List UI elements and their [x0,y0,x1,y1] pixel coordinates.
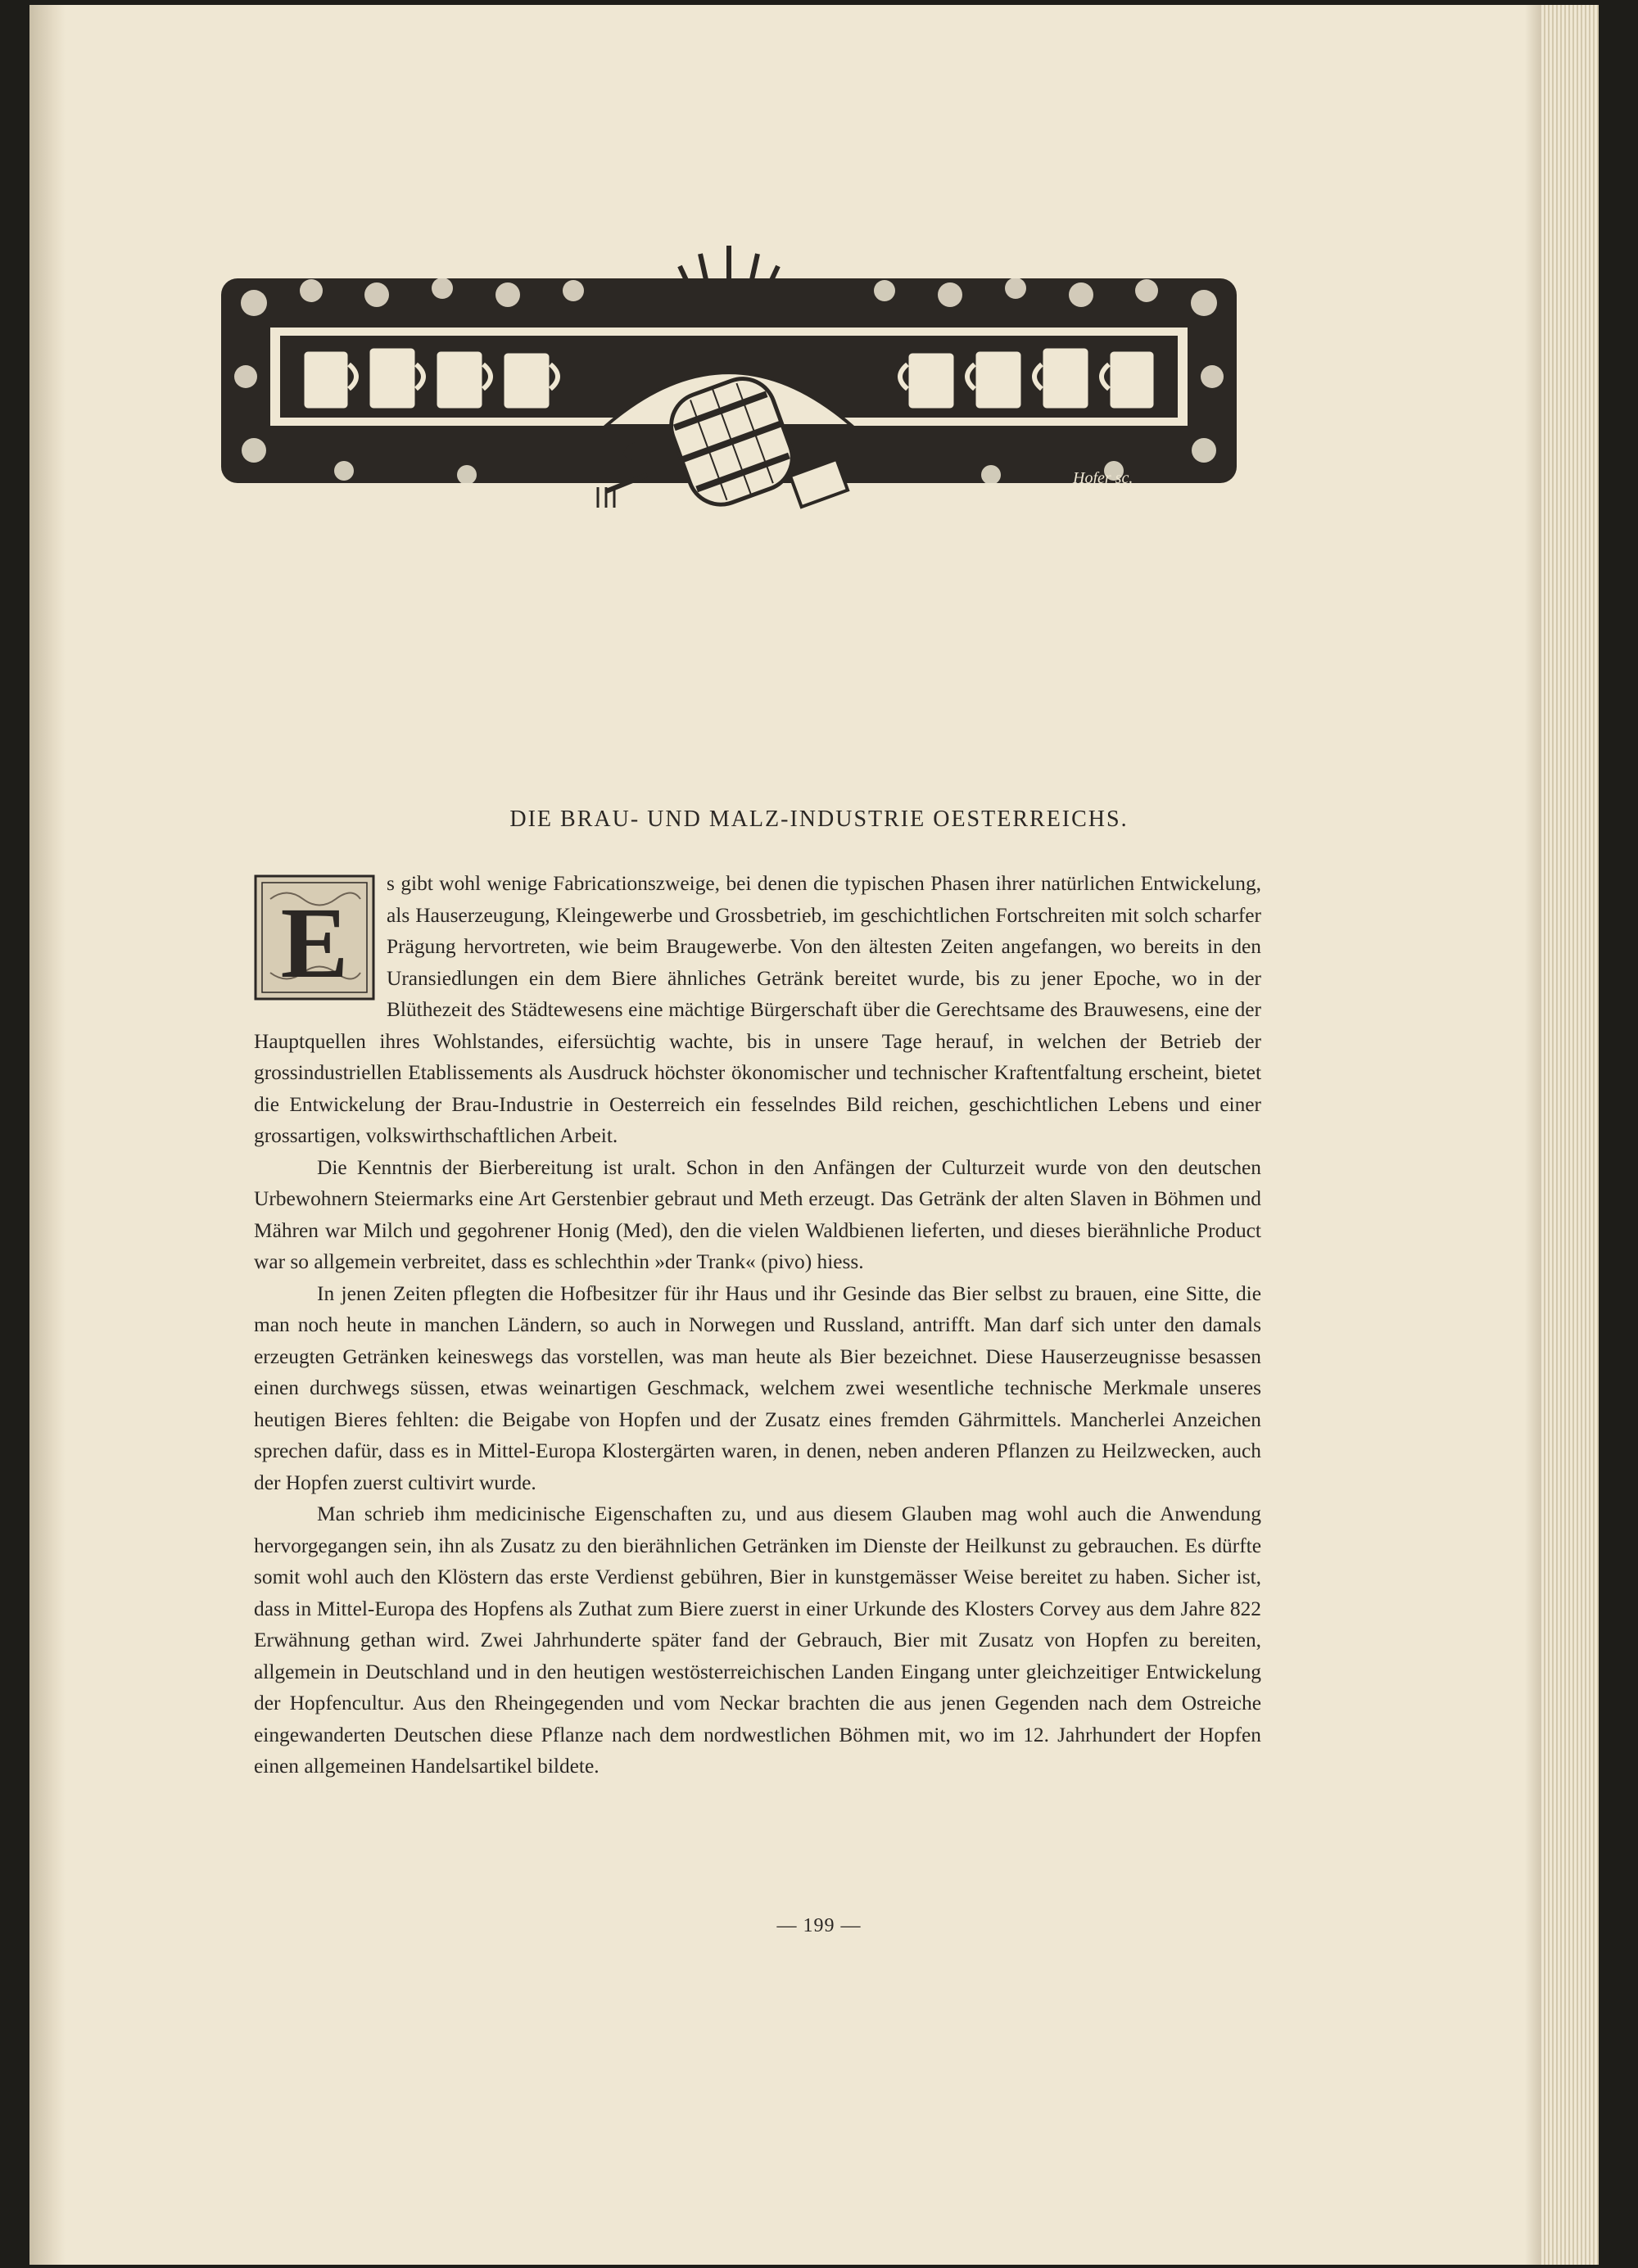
engraver-signature: Hofer sc. [1073,469,1133,487]
article-body [254,868,1261,1782]
page-title: DIE BRAU- UND MALZ-INDUSTRIE OESTERREICHS. [509,806,1129,832]
page-number: — 199 — [776,1915,862,1936]
headpiece-illustration [221,246,1237,540]
initial-letter: E [280,887,349,999]
paragraph: Die Kenntnis der Bierbereitung ist uralt. Schon in den Anfängen der Culturzeit wurde von den deutschen Urbewohnern Steiermarks eine Art Gerstenbier gebraut und Meth erzeugt. Das Getränk der alten Slaven in Böhmen und Mähren war Milch und gegohrener Honig (Med), den die vielen Waldbienen lieferten, und dieses bierähnliche Product war so allgemein verbreitet, dass es schlechthin »der Trank« (pivo) hiess. [254,1155,1261,1273]
paragraph: Man schrieb ihm medicinische Eigenschaften zu, und aus diesem Glauben mag wohl auch die Anwendung hervorgegangen sein, ihn als Zusatz zu den bierähnlichen Getränken im Dienste der Heilkunst zu gebrauchen. Es dürfte somit wohl auch den Klöstern das erste Verdienst gebühren, Bier in kunstgemässer Weise bereitet zu haben. Sicher ist, dass in Mittel-Europa des Hopfens als Zuthat zum Biere zuerst in einer Urkunde des Klosters Corvey aus dem Jahre 822 Erwähnung gethan wird. Zwei Jahrhunderte später fand der Gebrauch, Bier mit Zusatz von Hopfen zu bereiten, allgemein in Deutschland und in den heutigen westösterreichischen Landen Eingang unter gleichzeitiger Entwickelung der Hopfencultur. Aus den Rheingegenden und vom Neckar brachten die aus jenen Gegenden nach dem Ostreiche eingewanderten Deutschen diese Pflanze nach dem nordwestlichen Böhmen mit, wo im 12. Jahrhundert der Hopfen einen allgemeinen Handelsartikel bildete. [254,1502,1261,1778]
decorated-initial [254,874,375,1001]
paragraph [254,868,1261,1152]
paragraph-text: s gibt wohl wenige Fabricationszweige, bei denen die typischen Phasen ihrer natürlichen Entwickelung, als Hauserzeugung, Kleingewerbe und Grossbetrieb, im geschichtlichen Fortschreiten mit solch scharfer Prägung hervortreten, wie beim Braugewerbe. Von den ältesten Zeiten angefangen, wo bereits in den Uransiedlungen ein dem Biere ähnliches Getränk bereitet wurde, bis zu jener Epoche, wo in der Blüthezeit des Städtewesens eine mächtige Bürgerschaft über die Gerechtsame des Brauwesens, eine der Hauptquellen ihres Wohlstandes, eifersüchtig wachte, bis in unsere Tage herauf, in welchen der Betrieb der grossindustriellen Etablissements als Ausdruck höchster ökonomischer und technischer Kraftentfaltung erscheint, bietet die Entwickelung der Brau-Industrie in Oesterreich ein fesselndes Bild reichen, geschichtlichen Lebens und einer grossartigen, volkswirthschaftlichen Arbeit. [254,872,1261,1147]
paragraph: In jenen Zeiten pflegten die Hofbesitzer für ihr Haus und ihr Gesinde das Bier selbst zu brauen, eine Sitte, die man noch heute in manchen Ländern, so auch in Norwegen und Russland, antrifft. Man darf sich unter den damals erzeugten Getränken keineswegs das vorstellen, was man heute als Bier bezeichnet. Diese Hauserzeugnisse besassen einen durchwegs süssen, etwas weinartigen Geschmack, welchem zwei wesentliche technische Merkmale unseres heutigen Bieres fehlten: die Beigabe von Hopfen und der Zusatz eines fremden Gährmittels. Mancherlei Anzeichen sprechen dafür, dass es in Mittel-Europa Klostergärten waren, in denen, neben anderen Pflanzen zu Heilzwecken, auch der Hopfen zuerst cultivirt wurde. [254,1281,1261,1494]
